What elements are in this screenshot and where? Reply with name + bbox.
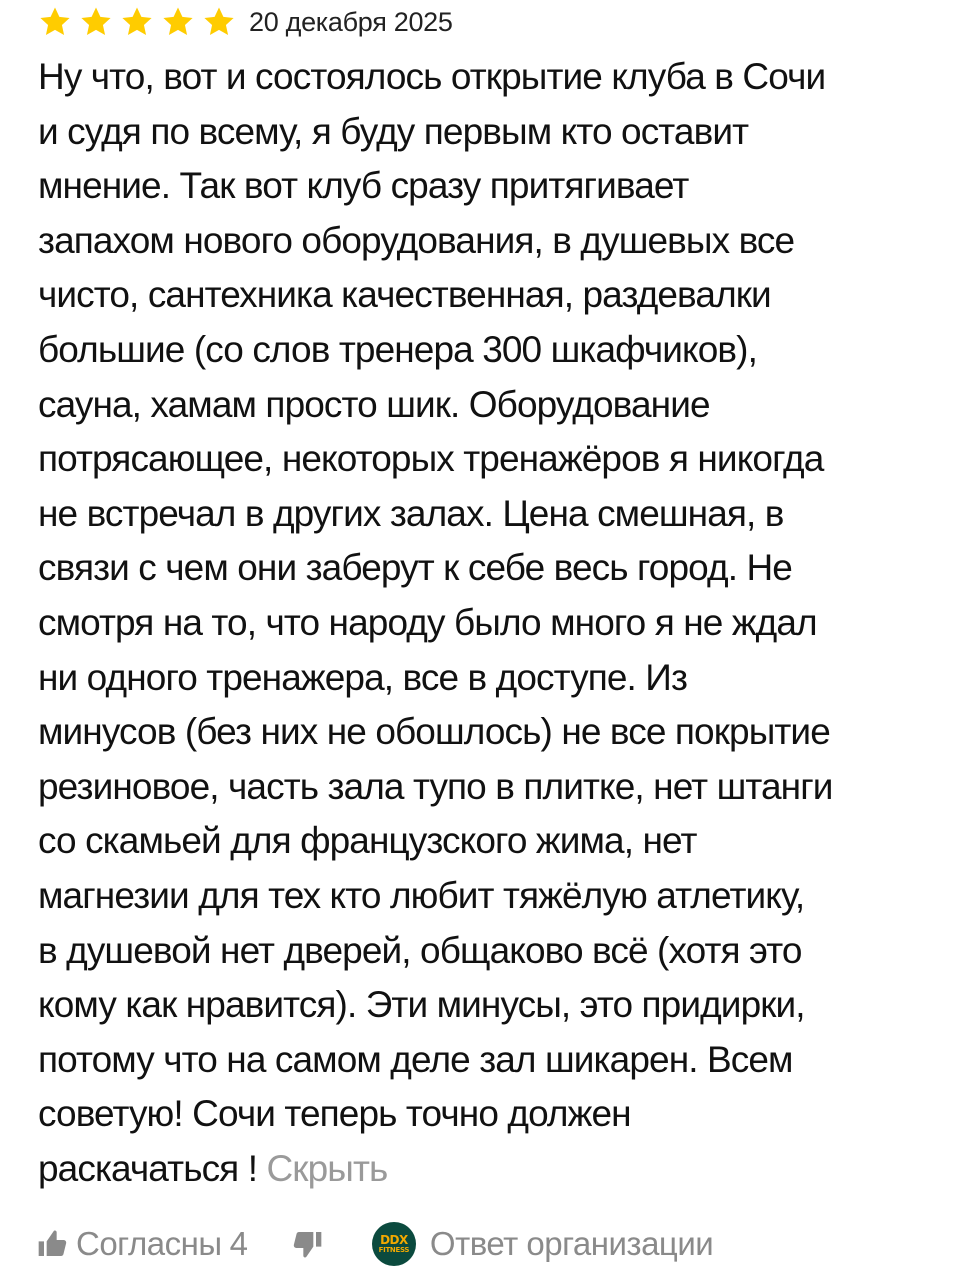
review-text-line: сауна, хамам просто шик. Оборудование — [38, 383, 710, 425]
star-icon — [38, 5, 72, 39]
review-text-line: большие (со слов тренера 300 шкафчиков), — [38, 328, 757, 370]
review-text-line: со скамьей для французского жима, нет — [38, 820, 697, 862]
review-date: 20 декабря 2025 — [249, 6, 453, 37]
review-text-line: не встречал в других залах. Цена смешная, в — [38, 492, 784, 534]
review-header — [38, 4, 453, 40]
org-logo — [372, 1222, 416, 1266]
like-count: 4 — [229, 1225, 248, 1262]
review-text-line: резиновое, часть зала тупо в плитке, нет штанги — [38, 765, 833, 807]
review-text-line: чисто, сантехника качественная, раздевалки — [38, 274, 771, 316]
review-text-line: потому что на самом деле зал шикарен. Всем — [38, 1038, 793, 1080]
review-actions — [36, 1216, 713, 1272]
review-text-line: смотря на то, что народу было много я не ждал — [38, 601, 817, 643]
review-text-line: минусов (без них не обошлось) не все покрытие — [38, 711, 830, 753]
dislike-button[interactable] — [292, 1228, 324, 1260]
hide-link[interactable]: Скрыть — [266, 1147, 388, 1189]
review-text-line: мнение. Так вот клуб сразу притягивает — [38, 165, 689, 207]
review-text-line: раскачаться ! — [38, 1147, 258, 1189]
org-reply-button[interactable] — [372, 1222, 713, 1266]
review-text-line: запахом нового оборудования, в душевых все — [38, 219, 795, 261]
review-text-last-line — [38, 1142, 958, 1197]
review-text-line: в душевой нет дверей, общаково всё (хотя это — [38, 929, 802, 971]
review-text-line: Ну что, вот и состоялось открытие клуба в Сочи — [38, 56, 826, 97]
star-icon — [161, 5, 195, 39]
review-text — [38, 50, 958, 1196]
star-icon — [120, 5, 154, 39]
star-icon — [79, 5, 113, 39]
star-icon — [202, 5, 236, 39]
review-text-line: ни одного тренажера, все в доступе. Из — [38, 656, 688, 698]
rating-stars — [38, 5, 243, 39]
review-text-line: связи с чем они заберут к себе весь город. Не — [38, 547, 792, 589]
review-text-line: советую! Сочи теперь точно должен — [38, 1093, 631, 1135]
thumbs-down-icon — [292, 1228, 324, 1260]
review-text-line: магнезии для тех кто любит тяжёлую атлетику, — [38, 874, 805, 916]
like-label: Согласны — [76, 1225, 222, 1262]
like-button[interactable] — [36, 1225, 248, 1263]
review-text-line: кому как нравится). Эти минусы, это придирки, — [38, 984, 805, 1026]
thumbs-up-icon — [36, 1228, 68, 1260]
review-text-line: потрясающее, некоторых тренажёров я никогда — [38, 438, 824, 480]
org-logo-text-top: DDX — [380, 1233, 408, 1247]
org-reply-label: Ответ организации — [429, 1225, 714, 1262]
review-text-line: и судя по всему, я буду первым кто оставит — [38, 110, 749, 152]
org-logo-text-bottom: FITNESS — [378, 1246, 410, 1254]
